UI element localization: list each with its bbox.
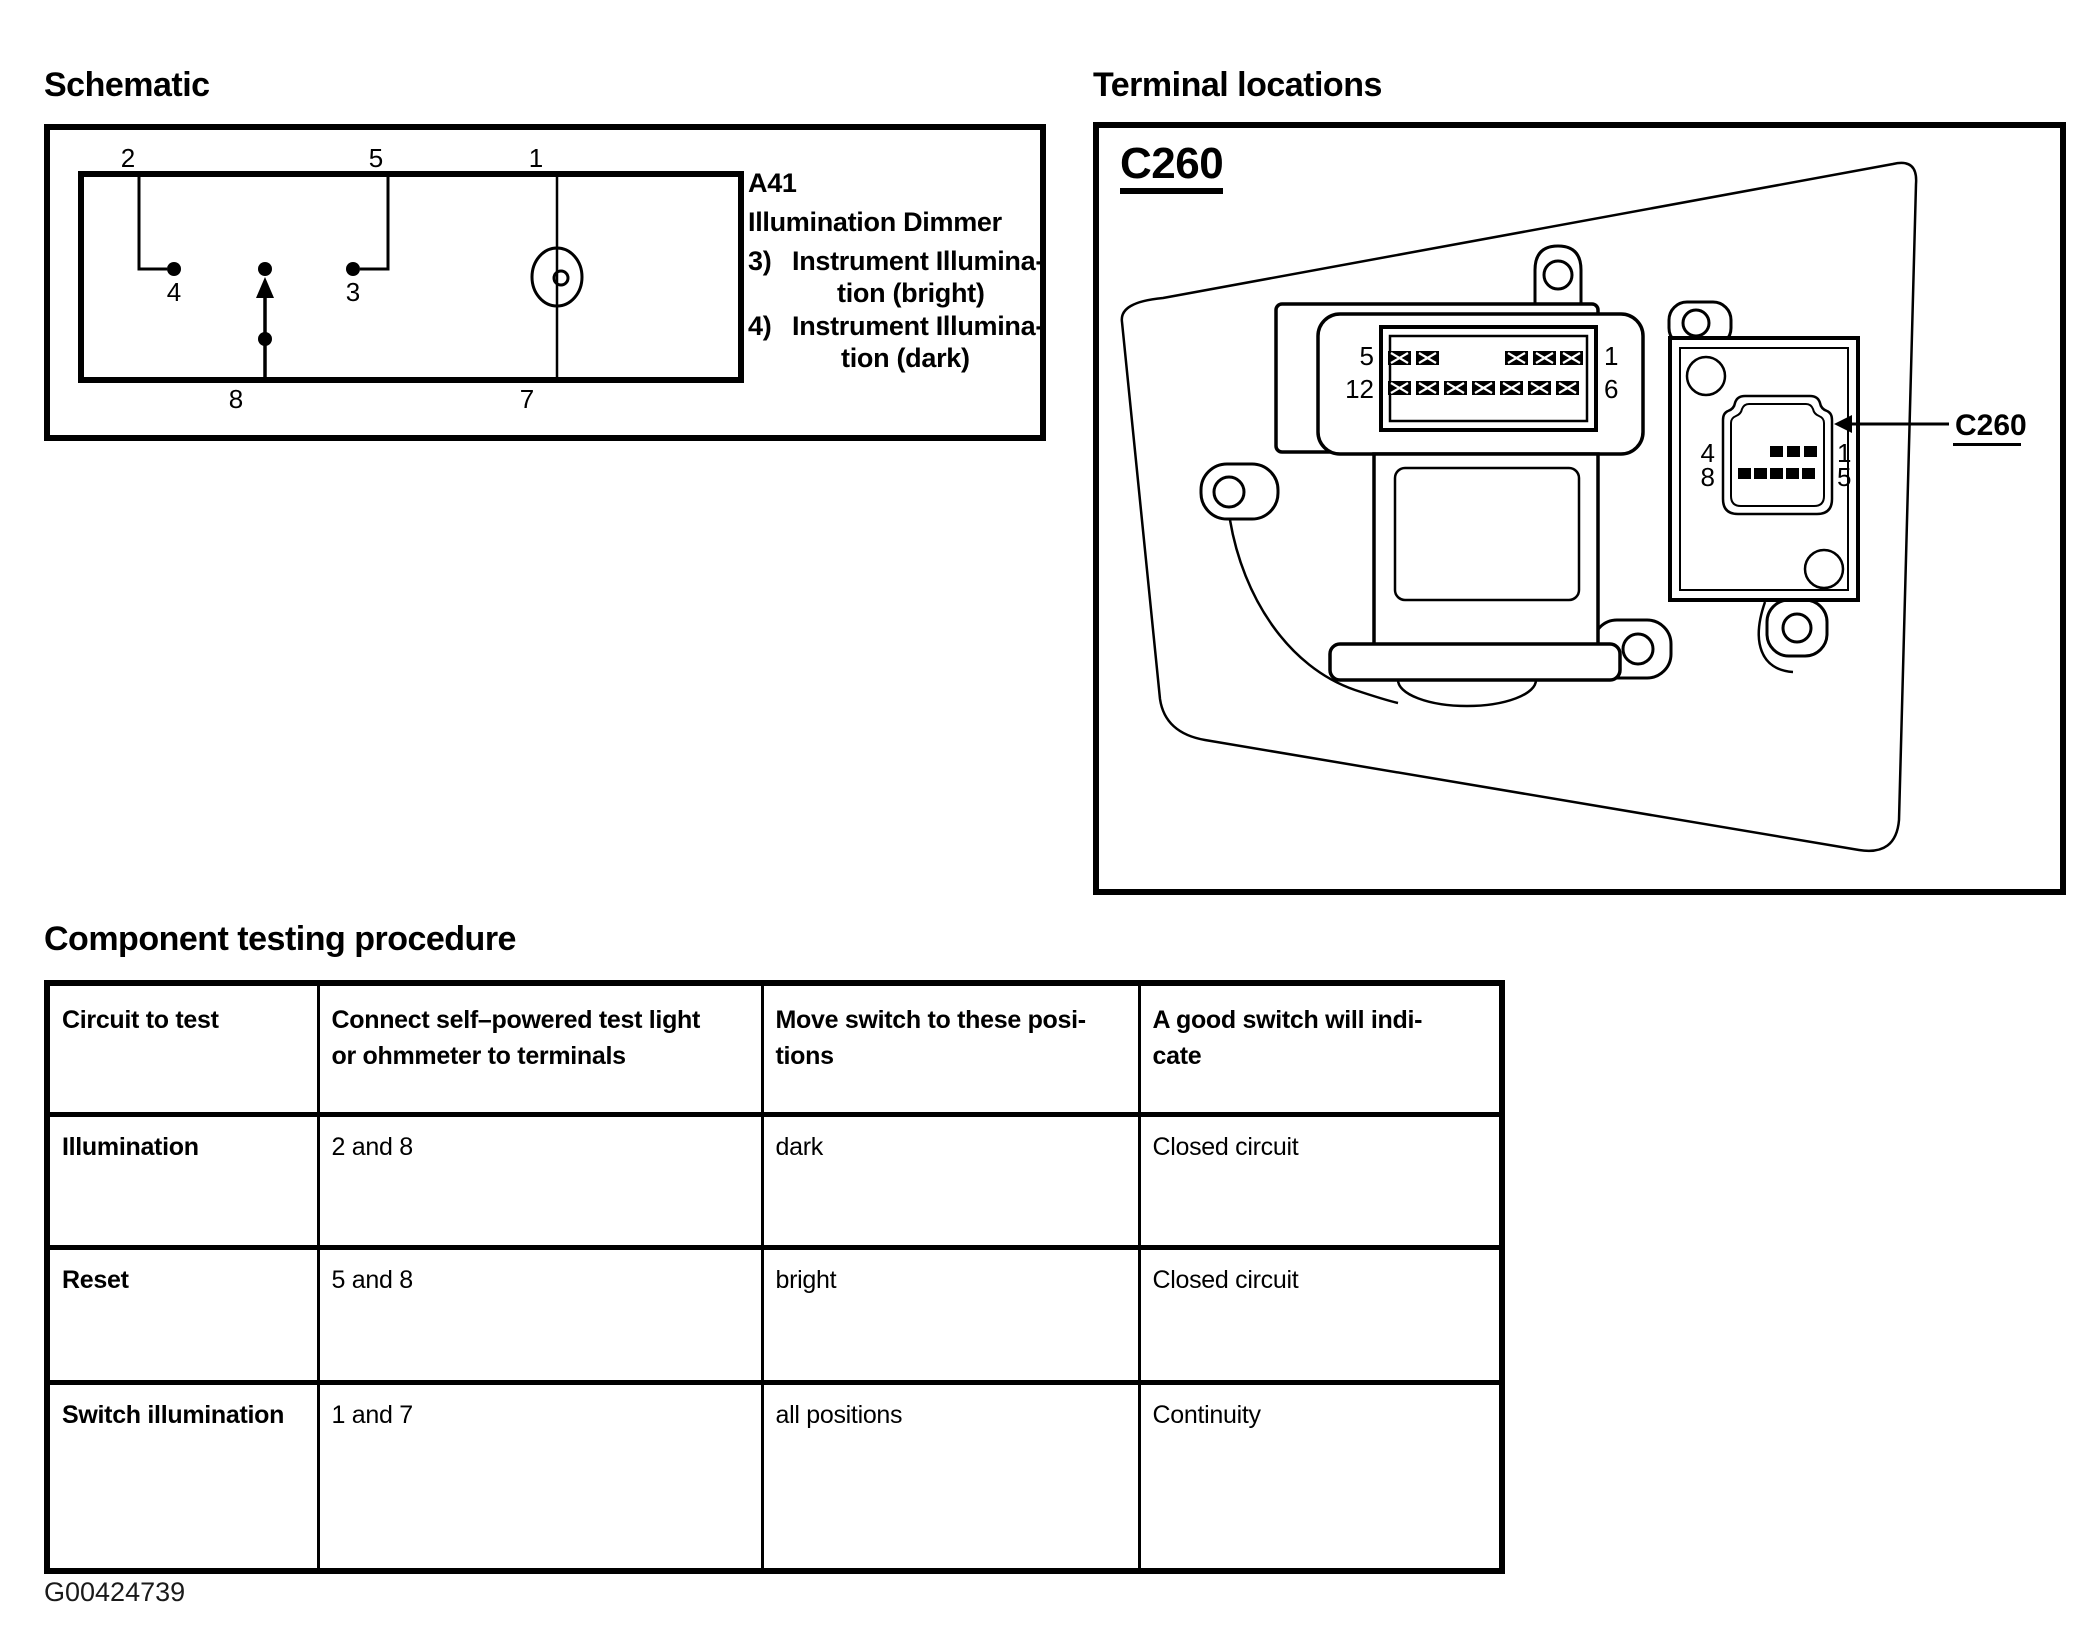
cell-result: Continuity [1139,1382,1502,1571]
main-pin-12-label: 12 [1345,374,1374,404]
cell-position: dark [762,1114,1139,1247]
main-pin-6-label: 6 [1604,374,1619,404]
main-connector-shell [1381,327,1596,430]
switch-bottom-band [1330,644,1620,680]
callout-underline [1953,443,2021,446]
cell-terminals: 1 and 7 [318,1382,762,1571]
component-annotation [748,168,1044,373]
switch-dial-arc [1398,680,1536,706]
component-name: Illumination Dimmer [748,207,1002,237]
table-row [47,1114,1502,1247]
contact-dot-3 [346,262,360,276]
header-circuit: Circuit to test [62,1006,219,1034]
wiper-mid-dot [258,332,272,346]
lamp-branch [532,177,582,380]
top-mounting-hole [1544,261,1572,289]
contact-4-label: 4 [166,277,182,307]
main-connector [1345,327,1618,430]
circuit-wiring [139,177,582,380]
note-3-line1: Instrument Illumina- [792,246,1045,276]
connector-heading-underline [1120,188,1223,194]
cell-circuit: Reset [47,1247,318,1382]
schematic-title: Schematic [44,66,210,104]
header-positions: Move switch to these posi- tions [762,983,1139,1114]
small-connector-block [1670,338,1858,600]
small-block-screw-hole-top [1687,357,1725,395]
header-result: A good switch will indi- cate [1139,983,1502,1114]
header-terminals: Connect self–powered test light or ohmmeter to terminals [318,983,762,1114]
cell-position: bright [762,1247,1139,1382]
cell-terminals: 2 and 8 [318,1114,762,1247]
connector-heading: C260 [1120,139,1224,188]
note-4-line2: tion (dark) [841,343,970,373]
c260-callout [1834,409,2027,446]
c260-pin-5-label: 5 [1837,462,1852,492]
table-header-row [47,983,1502,1114]
main-pin-5-label: 5 [1359,341,1374,371]
table-row [47,1382,1502,1571]
figure-id: G00424739 [44,1577,186,1607]
note-3-line2: tion (bright) [837,278,985,308]
terminal-1-label: 1 [528,143,544,173]
note-3-num: 3) [748,246,772,276]
callout-label: C260 [1955,409,2027,442]
schematic-panel [44,124,1046,446]
cell-circuit: Illumination [47,1114,318,1247]
c260-pin-4-label: 4 [1700,438,1715,468]
terminal-7-label: 7 [519,384,535,414]
note-4-line1: Instrument Illumina- [792,311,1045,341]
wiper-arm [256,262,274,380]
component-id: A41 [748,168,797,198]
terminal-8-label: 8 [228,384,244,414]
terminal-locations-panel [1093,122,2066,900]
terminal-2-label: 2 [120,143,136,173]
terminal-locations-title: Terminal locations [1093,66,1382,104]
cell-terminals: 5 and 8 [318,1247,762,1382]
cell-result: Closed circuit [1139,1247,1502,1382]
schematic-drawing [44,124,1046,441]
c260-pin-1-label: 1 [1837,438,1852,468]
wiper-tip-dot [258,262,272,276]
switch-lower-body [1374,454,1598,650]
terminal-5-label: 5 [368,143,384,173]
contact-3-label: 3 [345,277,361,307]
terminal-locations-drawing [1093,122,2066,895]
wire-terminal-2 [139,177,167,269]
testing-title: Component testing procedure [44,920,516,958]
cell-result: Closed circuit [1139,1114,1502,1247]
contact-dot-4 [167,262,181,276]
main-pin-1-label: 1 [1604,341,1619,371]
testing-table [44,980,1505,1574]
small-block-screw-hole-bottom [1805,550,1843,588]
small-block-top-hole [1683,310,1709,336]
table-row [47,1247,1502,1382]
left-mounting-hole [1214,477,1244,507]
terminal-labels [121,143,543,414]
right-mounting-hole [1623,634,1653,664]
cell-position: all positions [762,1382,1139,1571]
note-4-num: 4) [748,311,772,341]
cell-circuit: Switch illumination [47,1382,318,1571]
small-block-bottom-hole [1783,614,1811,642]
c260-pin-8-label: 8 [1700,462,1715,492]
wire-terminal-5 [360,177,388,269]
